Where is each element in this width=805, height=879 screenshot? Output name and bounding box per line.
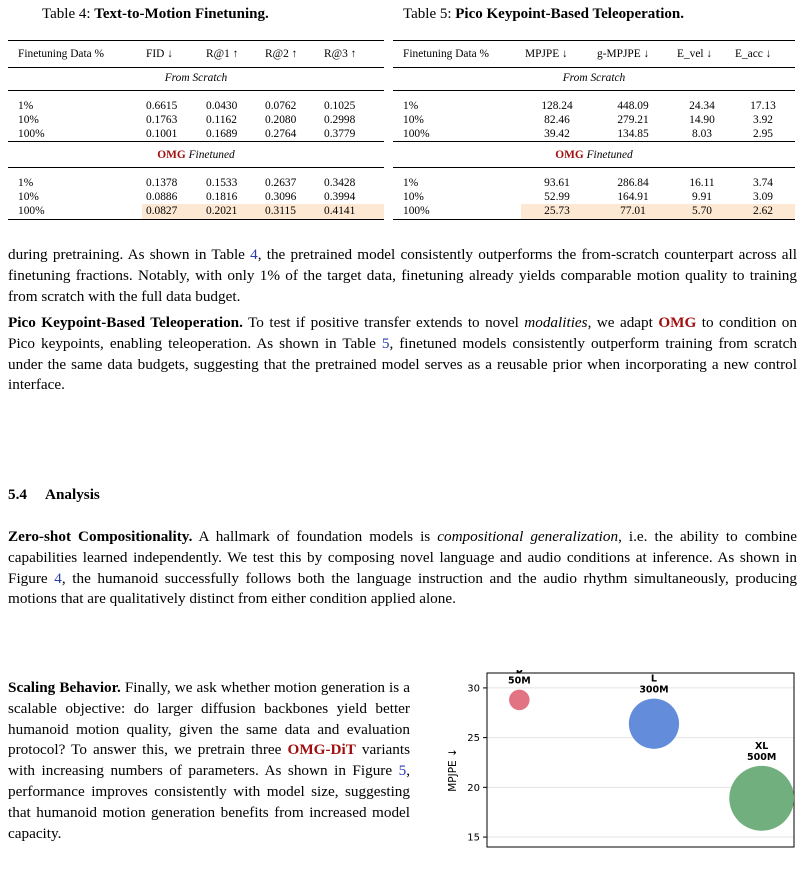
text-span: , finetuned models consistently outperform training from scratch under the same data budgets, suggesting that the pretrained model serves as a reusable prior when incorporating a new control interface. — [8, 334, 797, 394]
data-point-xl — [729, 766, 794, 831]
table-cell: 0.1162 — [206, 114, 237, 126]
table-cell: 52.99 — [544, 191, 570, 203]
table-cell-best: 0.3115 — [261, 204, 320, 220]
table-cell: 0.1816 — [206, 191, 238, 203]
paragraph-compositionality — [8, 527, 797, 610]
table-cell: 0.3779 — [324, 128, 356, 140]
section-number: 5.4 — [8, 486, 27, 503]
point-size-label: 50M — [507, 675, 531, 687]
table-cell: 100% — [393, 204, 521, 220]
omg-label: OMG — [157, 149, 186, 161]
paragraph-scaling — [8, 678, 410, 844]
table-cell: 24.34 — [689, 100, 715, 112]
paragraph-title: Zero-shot Compositionality. — [8, 528, 193, 545]
table-cell: 14.90 — [689, 114, 715, 126]
point-name-label: B — [515, 670, 523, 676]
table-row — [8, 168, 384, 191]
emphasis: modalities — [524, 314, 588, 331]
table-cell: 1% — [403, 177, 419, 189]
table-ref-link[interactable]: 4 — [250, 246, 258, 263]
text-span: variants with increasing numbers of parameters. As shown in Figure — [8, 741, 411, 780]
point-name-label: L — [650, 673, 657, 685]
y-tick-label: 15 — [467, 832, 480, 844]
table4-caption-prefix: Table 4: — [42, 6, 95, 22]
text-span: during pretraining. As shown in Table — [8, 246, 251, 263]
table4-caption — [42, 6, 269, 23]
text-span: To test if positive transfer extends to novel — [242, 314, 525, 331]
table-cell: 134.85 — [617, 128, 649, 140]
table4-header-r1: R@1 ↑ — [202, 41, 261, 68]
text-span: Finally, we ask whether motion generation is a scalable objective: do larger diffusion backbones yield better humanoid motion quality, given the same data and evaluation protocol? To answer this, we pretrain three — [8, 679, 410, 759]
table5-header-gmpjpe: g-MPJPE ↓ — [593, 41, 673, 68]
table-cell: 3.92 — [753, 114, 773, 126]
table-cell: 0.1533 — [206, 177, 238, 189]
y-tick-label: 25 — [467, 733, 480, 745]
table5-section-scratch: From Scratch — [393, 68, 795, 91]
table5-header-mpjpe: MPJPE ↓ — [521, 41, 593, 68]
table-cell: 8.03 — [692, 128, 712, 140]
table-cell: 10% — [403, 191, 424, 203]
table-cell: 10% — [18, 114, 39, 126]
table-cell: 3.74 — [753, 177, 773, 189]
table-cell: 100% — [403, 128, 430, 140]
table4-section-scratch: From Scratch — [8, 68, 384, 91]
table-row — [8, 113, 384, 127]
table-cell: 0.0430 — [206, 100, 238, 112]
table-cell: 1% — [18, 100, 34, 112]
point-size-label: 500M — [747, 751, 777, 763]
table-cell-best: 0.2021 — [202, 204, 261, 220]
text-span: , performance improves consistently with model size, suggesting that humanoid motion generation benefits from increased model capacity. — [8, 762, 410, 842]
table-cell: 0.1025 — [324, 100, 356, 112]
paragraph-title: Pico Keypoint-Based Teleoperation. — [8, 314, 243, 331]
table4-section-omg — [8, 142, 384, 168]
text-span: A hallmark of foundation models is — [192, 528, 438, 545]
table-row — [8, 91, 384, 114]
omg-link[interactable]: OMG — [658, 314, 697, 331]
text-span: , the humanoid successfully follows both the language instruction and the audio rhythm simultaneously, producing motions that are qualitatively distinct from either condition applied alone. — [8, 569, 797, 608]
omg-dit-link[interactable]: OMG-DiT — [287, 741, 356, 759]
table5-caption-prefix: Table 5: — [403, 6, 456, 22]
table-cell: 0.1763 — [146, 114, 178, 126]
point-name-label: XL — [754, 740, 769, 752]
table-cell: 164.91 — [617, 191, 649, 203]
table4-caption-title: Text-to-Motion Finetuning. — [94, 6, 269, 22]
table-cell: 0.2998 — [324, 114, 356, 126]
table-cell: 10% — [18, 191, 39, 203]
table-cell-best: 77.01 — [593, 204, 673, 220]
table4-header-data: Finetuning Data % — [8, 41, 142, 68]
table4-header-fid: FID ↓ — [142, 41, 202, 68]
table-cell: 0.2764 — [265, 128, 297, 140]
table-cell: 279.21 — [617, 114, 649, 126]
paragraph-title: Scaling Behavior. — [8, 679, 121, 696]
table-row-best — [8, 204, 384, 220]
scaling-chart — [440, 670, 800, 874]
point-size-label: 300M — [639, 684, 669, 696]
table-cell: 1% — [18, 177, 34, 189]
table-cell-best: 0.0827 — [142, 204, 202, 220]
table5-caption-title: Pico Keypoint-Based Teleoperation. — [455, 6, 685, 22]
text-span: , we adapt — [587, 314, 659, 331]
omg-label: OMG — [555, 149, 584, 161]
table-row — [8, 190, 384, 204]
table-cell: 0.1001 — [146, 128, 178, 140]
table5 — [393, 40, 795, 220]
text-span: , the pretrained model consistently outperforms the from-scratch counterpart across all finetuning fractions. Notably, with only 1% of the target data, finetuning already yields comparable motion quality to training from scratch with the full data budget. — [8, 246, 797, 305]
table-cell: 0.2080 — [265, 114, 297, 126]
table-cell: 286.84 — [617, 177, 649, 189]
table5-caption — [403, 6, 684, 23]
table4 — [8, 40, 384, 220]
table4-header-r2: R@2 ↑ — [261, 41, 320, 68]
scaling-chart-svg — [440, 670, 800, 874]
emphasis: compositional generalization — [437, 528, 619, 545]
table-cell-best: 2.62 — [731, 204, 795, 220]
table-cell: 0.3096 — [265, 191, 297, 203]
table5-header-evel: E_vel ↓ — [673, 41, 731, 68]
table-cell: 128.24 — [541, 100, 573, 112]
table-row — [393, 190, 795, 204]
table-cell: 100% — [8, 204, 142, 220]
table-cell: 82.46 — [544, 114, 570, 126]
table-cell: 0.2637 — [265, 177, 297, 189]
table5-header-eacc: E_acc ↓ — [731, 41, 795, 68]
table-cell: 39.42 — [544, 128, 570, 140]
table-cell: 100% — [18, 128, 45, 140]
figure-ref-link[interactable]: 5 — [398, 762, 407, 780]
table-cell: 0.3428 — [324, 177, 356, 189]
table-row — [393, 91, 795, 114]
table-cell: 0.6615 — [146, 100, 178, 112]
text-span: , i.e. the ability to combine capabilities learned independently. We test this by composing novel language and audio conditions at inference. As shown in Figure — [8, 528, 798, 587]
table-cell: 0.0762 — [265, 100, 297, 112]
table-cell: 3.09 — [753, 191, 773, 203]
data-point-l — [629, 699, 679, 749]
section-heading — [8, 486, 100, 504]
table-ref-link[interactable]: 5 — [381, 334, 390, 352]
table-row — [393, 113, 795, 127]
table-cell: 93.61 — [544, 177, 570, 189]
table5-header-data: Finetuning Data % — [393, 41, 521, 68]
table-row-best — [393, 204, 795, 220]
table-cell: 17.13 — [750, 100, 776, 112]
table-cell-best: 0.4141 — [320, 204, 384, 220]
table-row — [393, 127, 795, 142]
data-point-b — [509, 690, 529, 710]
text-span: to condition on Pico keypoints, enabling teleoperation. As shown in Table — [8, 314, 797, 352]
table-cell-best: 25.73 — [521, 204, 593, 220]
y-axis-label: MPJPE ↓ — [447, 748, 459, 792]
table-cell: 16.11 — [689, 177, 715, 189]
table-cell: 2.95 — [753, 128, 773, 140]
table-row — [393, 168, 795, 191]
finetuned-label: Finetuned — [185, 149, 235, 161]
table-cell: 448.09 — [617, 100, 649, 112]
table-row — [8, 127, 384, 142]
table-cell: 9.91 — [692, 191, 712, 203]
y-tick-label: 20 — [467, 782, 480, 794]
figure-ref-link[interactable]: 4 — [54, 569, 62, 587]
finetuned-label: Finetuned — [583, 149, 633, 161]
section-title: Analysis — [44, 486, 100, 503]
table-cell: 1% — [403, 100, 419, 112]
y-tick-label: 30 — [467, 683, 480, 695]
table-cell: 0.3994 — [324, 191, 356, 203]
table-cell: 0.0886 — [146, 191, 178, 203]
table-cell: 10% — [403, 114, 424, 126]
table5-section-omg — [393, 142, 795, 168]
paragraph-pretraining — [8, 245, 797, 307]
paragraph-teleoperation — [8, 313, 797, 396]
table-cell-best: 5.70 — [673, 204, 731, 220]
table-cell: 0.1378 — [146, 177, 178, 189]
table-cell: 0.1689 — [206, 128, 238, 140]
table4-header-r3: R@3 ↑ — [320, 41, 384, 68]
